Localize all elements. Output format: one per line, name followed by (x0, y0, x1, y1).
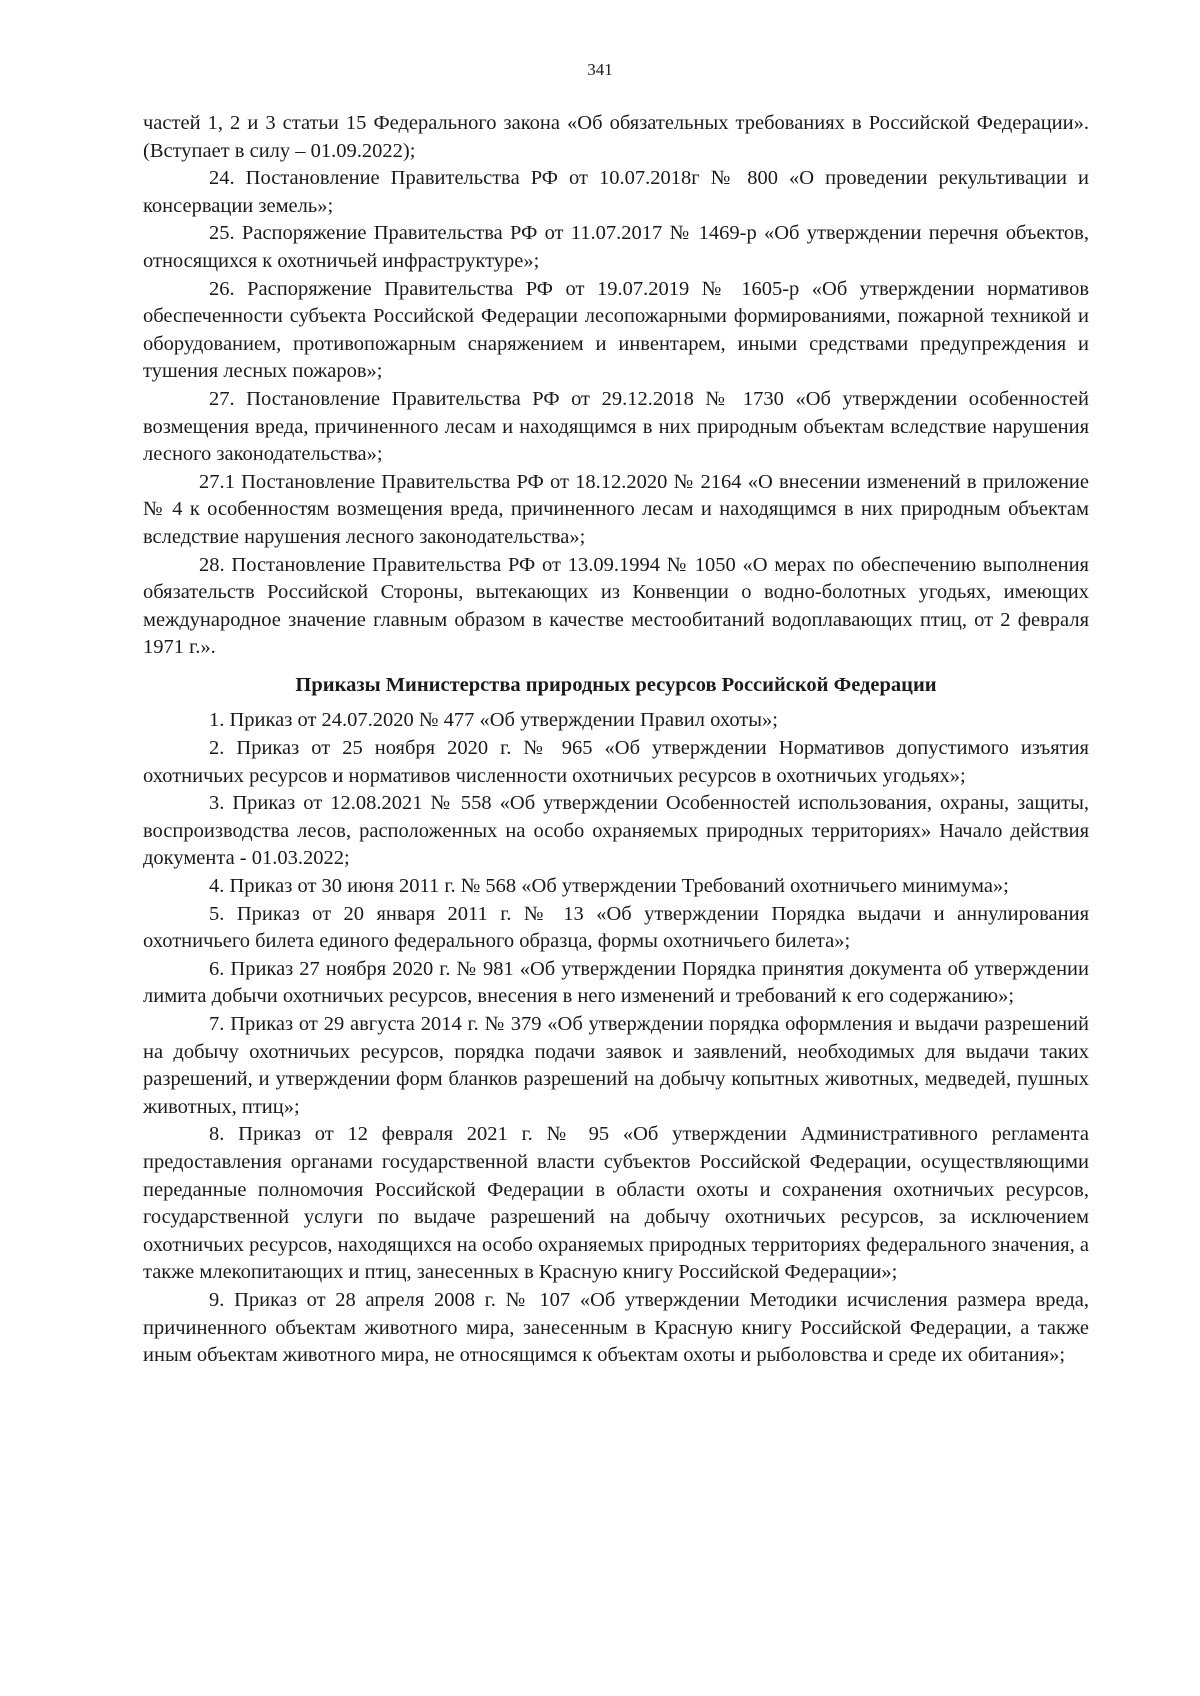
list-item-gov-26: 26. Распоряжение Правительства РФ от 19.07.2019 № 1605-р «Об утверждении нормативов обеспеченности субъекта Российской Федерации лесопожарными формированиями, пожарной техникой и оборудованием, противопожарным снаряжением и инвентарем, иными средствами предупреждения и тушения лесных пожаров»; (143, 277, 1089, 383)
list-item-gov-25: 25. Распоряжение Правительства РФ от 11.07.2017 № 1469-р «Об утверждении перечня объектов, относящихся к охотничьей инфраструктуре»; (143, 222, 1089, 272)
list-item-gov-28: 28. Постановление Правительства РФ от 13.09.1994 № 1050 «О мерах по обеспечению выполнения обязательств Российской Стороны, вытекающих из Конвенции о водно-болотных угодьях, имеющих международное значение главным образом в качестве местообитаний водоплавающих птиц, от 2 февраля 1971 г.». (143, 553, 1089, 659)
list-item-order-2: 2. Приказ от 25 ноября 2020 г. № 965 «Об утверждении Нормативов допустимого изъятия охотничьих ресурсов и нормативов численности охотничьих ресурсов в охотничьих угодьях»; (143, 737, 1089, 787)
intro-paragraph: частей 1, 2 и 3 статьи 15 Федерального закона «Об обязательных требованиях в Российской Федерации». (Вступает в силу – 01.09.2022); (143, 112, 1089, 162)
list-item-order-8: 8. Приказ от 12 февраля 2021 г. № 95 «Об утверждении Административного регламента предоставления органами государственной власти субъектов Российской Федерации, осуществляющими переданные полномочия Российской Федерации в области охоты и сохранения охотничьих ресурсов, государственной услуги по выдаче разрешений на добычу охотничьих ресурсов, за исключением охотничьих ресурсов, находящихся на особо охраняемых природных территориях федерального значения, а также млекопитающих и птиц, занесенных в Красную книгу Российской Федерации»; (143, 1123, 1089, 1284)
list-item-order-7: 7. Приказ от 29 августа 2014 г. № 379 «Об утверждении порядка оформления и выдачи разрешений на добычу охотничьих ресурсов, порядка подачи заявок и заявлений, необходимых для выдачи таких разрешений, и утверждении форм бланков разрешений на добычу копытных животных, медведей, пушных животных, птиц»; (143, 1013, 1089, 1118)
government-acts-list (143, 165, 1089, 662)
page-number: 341 (587, 60, 613, 79)
list-item-order-1: 1. Приказ от 24.07.2020 № 477 «Об утверждении Правил охоты»; (209, 709, 778, 732)
list-item-order-9: 9. Приказ от 28 апреля 2008 г. № 107 «Об утверждении Методики исчисления размера вреда, причиненного объектам животного мира, занесенным в Красную книгу Российской Федерации, а также иным объектам животного мира, не относящимся к объектам охоты и рыболовства и среде их обитания»; (143, 1288, 1089, 1367)
document-body (143, 110, 1089, 1370)
list-item-gov-27: 27. Постановление Правительства РФ от 29.12.2018 № 1730 «Об утверждении особенностей возмещения вреда, причиненного лесам и находящимся в них природным объектам вследствие нарушения лесного законодательства»; (143, 387, 1089, 466)
list-item-order-3: 3. Приказ от 12.08.2021 № 558 «Об утверждении Особенностей использования, охраны, защиты, воспроизводства лесов, расположенных на особо охраняемых природных территориях» Начало действия документа - 01.03.2022; (143, 792, 1089, 870)
list-item-order-5: 5. Приказ от 20 января 2011 г. № 13 «Об утверждении Порядка выдачи и аннулирования охотничьего билета единого федерального образца, формы охотничьего билета»; (143, 902, 1089, 953)
list-item-order-6: 6. Приказ 27 ноября 2020 г. № 981 «Об утверждении Порядка принятия документа об утверждении лимита добычи охотничьих ресурсов, внесения в него изменений и требований к его содержанию»; (143, 957, 1089, 1008)
section-heading: Приказы Министерства природных ресурсов Российской Федерации (295, 673, 937, 696)
ministry-orders-list (143, 707, 1089, 1369)
list-item-gov-27-1: 27.1 Постановление Правительства РФ от 18.12.2020 № 2164 «О внесении изменений в приложение № 4 к особенностям возмещения вреда, причиненного лесам и находящимся в них природным объектам вследствие нарушения лесного законодательства»; (143, 470, 1089, 548)
list-item-order-4: 4. Приказ от 30 июня 2011 г. № 568 «Об утверждении Требований охотничьего минимума»; (209, 875, 1009, 898)
list-item-gov-24: 24. Постановление Правительства РФ от 10.07.2018г № 800 «О проведении рекультивации и консервации земель»; (143, 167, 1089, 217)
